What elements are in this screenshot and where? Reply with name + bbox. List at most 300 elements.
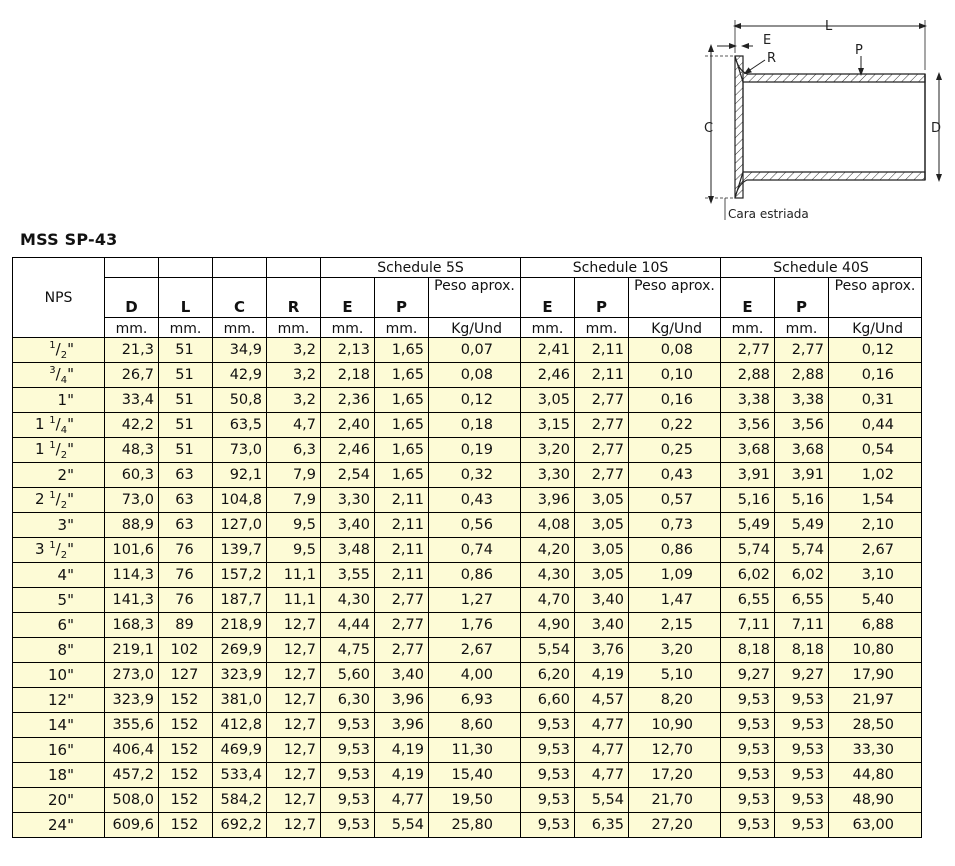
cell-weight-10s: 0,73 — [629, 513, 721, 538]
cell-d: 609,6 — [105, 813, 159, 838]
cell-p-5s: 1,65 — [375, 388, 429, 413]
header-symbol-e-5s: E — [321, 278, 375, 318]
header-unit-p-10s: mm. — [575, 318, 629, 338]
cell-weight-40s: 63,00 — [829, 813, 922, 838]
cell-c: 469,9 — [213, 738, 267, 763]
cell-e-5s: 2,36 — [321, 388, 375, 413]
cell-c: 92,1 — [213, 463, 267, 488]
cell-p-40s: 9,53 — [775, 688, 829, 713]
cell-p-40s: 7,11 — [775, 613, 829, 638]
label-L: L — [825, 19, 833, 34]
cell-weight-10s: 1,47 — [629, 588, 721, 613]
header-symbol-p-5s: P — [375, 278, 429, 318]
cell-e-10s: 4,90 — [521, 613, 575, 638]
header-unit-c: mm. — [213, 318, 267, 338]
cell-r: 12,7 — [267, 813, 321, 838]
cell-nps: 20" — [13, 788, 105, 813]
cell-e-10s: 3,20 — [521, 438, 575, 463]
header-unit-r: mm. — [267, 318, 321, 338]
cell-weight-5s: 11,30 — [429, 738, 521, 763]
cell-e-10s: 3,05 — [521, 388, 575, 413]
cell-e-40s: 7,11 — [721, 613, 775, 638]
cell-p-10s: 3,40 — [575, 588, 629, 613]
cell-l: 152 — [159, 688, 213, 713]
cell-nps: 2 $^1/_2$" — [13, 488, 105, 513]
cell-p-10s: 4,77 — [575, 713, 629, 738]
header-unit-e-5s: mm. — [321, 318, 375, 338]
table-row — [13, 563, 922, 588]
cell-p-10s: 2,11 — [575, 363, 629, 388]
cell-nps: 1" — [13, 388, 105, 413]
cell-e-10s: 4,08 — [521, 513, 575, 538]
label-D: D — [931, 121, 942, 136]
cell-l: 89 — [159, 613, 213, 638]
cell-nps: 3 $^1/_2$" — [13, 538, 105, 563]
cell-weight-5s: 4,00 — [429, 663, 521, 688]
cell-p-10s: 2,77 — [575, 463, 629, 488]
table-row — [13, 463, 922, 488]
cell-e-10s: 9,53 — [521, 713, 575, 738]
header-unit-l: mm. — [159, 318, 213, 338]
cell-e-5s: 9,53 — [321, 763, 375, 788]
cell-r: 9,5 — [267, 538, 321, 563]
cell-e-5s: 3,55 — [321, 563, 375, 588]
cell-e-5s: 3,48 — [321, 538, 375, 563]
cell-p-10s: 2,77 — [575, 413, 629, 438]
cell-weight-5s: 8,60 — [429, 713, 521, 738]
cell-d: 457,2 — [105, 763, 159, 788]
cell-d: 21,3 — [105, 338, 159, 363]
cell-c: 63,5 — [213, 413, 267, 438]
cell-weight-40s: 33,30 — [829, 738, 922, 763]
cell-nps: 16" — [13, 738, 105, 763]
cell-e-10s: 4,20 — [521, 538, 575, 563]
cell-r: 12,7 — [267, 688, 321, 713]
cell-p-40s: 9,53 — [775, 813, 829, 838]
table-row — [13, 638, 922, 663]
cell-p-10s: 2,77 — [575, 388, 629, 413]
header-symbol-p-40s: P — [775, 278, 829, 318]
cell-e-10s: 9,53 — [521, 813, 575, 838]
cell-r: 9,5 — [267, 513, 321, 538]
cell-nps: 8" — [13, 638, 105, 663]
cell-e-10s: 2,41 — [521, 338, 575, 363]
cell-d: 273,0 — [105, 663, 159, 688]
cell-p-10s: 5,54 — [575, 788, 629, 813]
cell-l: 51 — [159, 338, 213, 363]
cell-weight-10s: 1,09 — [629, 563, 721, 588]
cell-p-5s: 2,77 — [375, 588, 429, 613]
cell-weight-40s: 17,90 — [829, 663, 922, 688]
cell-weight-5s: 1,76 — [429, 613, 521, 638]
cell-e-40s: 9,27 — [721, 663, 775, 688]
cell-p-40s: 9,53 — [775, 713, 829, 738]
cell-c: 218,9 — [213, 613, 267, 638]
cell-p-40s: 6,02 — [775, 563, 829, 588]
cell-p-10s: 2,11 — [575, 338, 629, 363]
cell-p-5s: 2,77 — [375, 638, 429, 663]
cell-weight-10s: 3,20 — [629, 638, 721, 663]
table-row — [13, 413, 922, 438]
header-symbol-e-10s: E — [521, 278, 575, 318]
cell-weight-5s: 25,80 — [429, 813, 521, 838]
cell-l: 51 — [159, 413, 213, 438]
cell-e-5s: 3,40 — [321, 513, 375, 538]
cell-weight-5s: 19,50 — [429, 788, 521, 813]
cell-d: 26,7 — [105, 363, 159, 388]
cell-p-10s: 4,77 — [575, 763, 629, 788]
cell-l: 63 — [159, 513, 213, 538]
cell-p-40s: 9,53 — [775, 738, 829, 763]
cell-weight-40s: 10,80 — [829, 638, 922, 663]
header-nps: NPS — [13, 258, 105, 338]
header-unit-kg-5s: Kg/Und — [429, 318, 521, 338]
header-unit-kg-40s: Kg/Und — [829, 318, 922, 338]
cell-weight-10s: 27,20 — [629, 813, 721, 838]
cell-weight-40s: 44,80 — [829, 763, 922, 788]
table-row — [13, 488, 922, 513]
cell-r: 4,7 — [267, 413, 321, 438]
cell-l: 51 — [159, 388, 213, 413]
cell-e-10s: 4,70 — [521, 588, 575, 613]
cell-e-5s: 4,44 — [321, 613, 375, 638]
cell-nps: 2" — [13, 463, 105, 488]
cell-nps: 1 $^1/_2$" — [13, 438, 105, 463]
cell-weight-5s: 0,43 — [429, 488, 521, 513]
cell-p-5s: 2,11 — [375, 488, 429, 513]
header-symbol-p-10s: P — [575, 278, 629, 318]
cell-p-5s: 1,65 — [375, 363, 429, 388]
header-symbol-c: C — [213, 278, 267, 318]
cell-e-10s: 6,20 — [521, 663, 575, 688]
label-E: E — [763, 33, 772, 48]
header-unit-kg-10s: Kg/Und — [629, 318, 721, 338]
label-P: P — [855, 43, 863, 58]
cell-e-40s: 9,53 — [721, 788, 775, 813]
cell-e-40s: 2,88 — [721, 363, 775, 388]
cell-c: 381,0 — [213, 688, 267, 713]
cell-c: 50,8 — [213, 388, 267, 413]
table-row — [13, 388, 922, 413]
table-row — [13, 513, 922, 538]
cell-weight-5s: 6,93 — [429, 688, 521, 713]
cell-c: 104,8 — [213, 488, 267, 513]
cell-weight-40s: 1,02 — [829, 463, 922, 488]
cell-c: 157,2 — [213, 563, 267, 588]
cell-e-10s: 3,30 — [521, 463, 575, 488]
cell-weight-40s: 5,40 — [829, 588, 922, 613]
cell-r: 12,7 — [267, 763, 321, 788]
cell-weight-5s: 1,27 — [429, 588, 521, 613]
header-unit-p-40s: mm. — [775, 318, 829, 338]
cell-d: 60,3 — [105, 463, 159, 488]
cell-weight-40s: 2,10 — [829, 513, 922, 538]
cell-weight-5s: 0,18 — [429, 413, 521, 438]
cell-e-10s: 9,53 — [521, 788, 575, 813]
top-wall — [735, 56, 925, 82]
cell-weight-10s: 0,57 — [629, 488, 721, 513]
cell-c: 412,8 — [213, 713, 267, 738]
cell-weight-5s: 0,86 — [429, 563, 521, 588]
cell-d: 88,9 — [105, 513, 159, 538]
cell-e-40s: 2,77 — [721, 338, 775, 363]
dimensions-table — [12, 257, 922, 838]
cell-c: 73,0 — [213, 438, 267, 463]
cell-r: 3,2 — [267, 388, 321, 413]
cell-e-10s: 9,53 — [521, 738, 575, 763]
cell-p-40s: 5,74 — [775, 538, 829, 563]
cell-e-5s: 2,13 — [321, 338, 375, 363]
cell-weight-10s: 21,70 — [629, 788, 721, 813]
header-symbol-r: R — [267, 278, 321, 318]
cell-r: 12,7 — [267, 638, 321, 663]
cell-e-10s: 3,96 — [521, 488, 575, 513]
cell-e-40s: 5,16 — [721, 488, 775, 513]
cell-e-10s: 2,46 — [521, 363, 575, 388]
cell-e-5s: 5,60 — [321, 663, 375, 688]
cell-e-10s: 4,30 — [521, 563, 575, 588]
cell-e-40s: 3,38 — [721, 388, 775, 413]
cell-l: 76 — [159, 588, 213, 613]
cell-l: 102 — [159, 638, 213, 663]
table-row — [13, 663, 922, 688]
cell-c: 269,9 — [213, 638, 267, 663]
cell-weight-5s: 0,08 — [429, 363, 521, 388]
cell-e-40s: 3,68 — [721, 438, 775, 463]
cell-e-40s: 9,53 — [721, 813, 775, 838]
table-row — [13, 363, 922, 388]
cell-p-40s: 2,88 — [775, 363, 829, 388]
header-peso-40s: Peso aprox. — [829, 278, 922, 318]
cell-d: 114,3 — [105, 563, 159, 588]
cell-p-10s: 6,35 — [575, 813, 629, 838]
cell-e-40s: 6,55 — [721, 588, 775, 613]
cell-c: 139,7 — [213, 538, 267, 563]
table-row — [13, 538, 922, 563]
cell-d: 219,1 — [105, 638, 159, 663]
cell-e-5s: 2,18 — [321, 363, 375, 388]
cell-c: 692,2 — [213, 813, 267, 838]
cell-c: 187,7 — [213, 588, 267, 613]
cell-p-5s: 4,19 — [375, 738, 429, 763]
table-row — [13, 738, 922, 763]
cell-r: 12,7 — [267, 788, 321, 813]
cell-p-40s: 3,68 — [775, 438, 829, 463]
cell-p-40s: 9,53 — [775, 763, 829, 788]
cell-e-40s: 9,53 — [721, 713, 775, 738]
stub-end-drawing — [695, 8, 955, 228]
header-unit-d: mm. — [105, 318, 159, 338]
header-schedule-5s: Schedule 5S — [321, 258, 521, 278]
flange-face — [735, 56, 743, 198]
table-row — [13, 713, 922, 738]
cell-p-10s: 3,05 — [575, 513, 629, 538]
cell-e-40s: 3,56 — [721, 413, 775, 438]
cell-weight-10s: 10,90 — [629, 713, 721, 738]
cell-weight-40s: 0,31 — [829, 388, 922, 413]
cell-l: 76 — [159, 563, 213, 588]
cell-r: 7,9 — [267, 463, 321, 488]
cell-p-40s: 2,77 — [775, 338, 829, 363]
cell-p-10s: 3,05 — [575, 488, 629, 513]
cell-p-5s: 2,11 — [375, 513, 429, 538]
cell-nps: $^3/_4$" — [13, 363, 105, 388]
cell-e-5s: 3,30 — [321, 488, 375, 513]
cell-d: 101,6 — [105, 538, 159, 563]
cell-e-40s: 6,02 — [721, 563, 775, 588]
cell-l: 51 — [159, 438, 213, 463]
cell-nps: $^1/_2$" — [13, 338, 105, 363]
cell-weight-40s: 3,10 — [829, 563, 922, 588]
header-unit-p-5s: mm. — [375, 318, 429, 338]
cell-r: 3,2 — [267, 363, 321, 388]
cell-weight-10s: 0,43 — [629, 463, 721, 488]
table-row — [13, 613, 922, 638]
cell-p-10s: 4,19 — [575, 663, 629, 688]
cell-p-10s: 3,76 — [575, 638, 629, 663]
cell-weight-10s: 0,22 — [629, 413, 721, 438]
cell-weight-10s: 0,25 — [629, 438, 721, 463]
cell-p-10s: 4,77 — [575, 738, 629, 763]
cell-r: 11,1 — [267, 563, 321, 588]
header-symbol-l: L — [159, 278, 213, 318]
cell-r: 12,7 — [267, 713, 321, 738]
cell-weight-10s: 0,16 — [629, 388, 721, 413]
cell-e-5s: 6,30 — [321, 688, 375, 713]
cell-c: 42,9 — [213, 363, 267, 388]
table-row — [13, 438, 922, 463]
cell-p-5s: 2,11 — [375, 563, 429, 588]
cell-e-10s: 3,15 — [521, 413, 575, 438]
cell-c: 533,4 — [213, 763, 267, 788]
cell-d: 323,9 — [105, 688, 159, 713]
cell-weight-40s: 48,90 — [829, 788, 922, 813]
cell-l: 76 — [159, 538, 213, 563]
cell-r: 3,2 — [267, 338, 321, 363]
cell-r: 12,7 — [267, 738, 321, 763]
table-row — [13, 688, 922, 713]
cell-weight-5s: 0,74 — [429, 538, 521, 563]
cell-c: 34,9 — [213, 338, 267, 363]
cell-c: 127,0 — [213, 513, 267, 538]
table-row — [13, 813, 922, 838]
cell-p-40s: 5,16 — [775, 488, 829, 513]
header-symbol-e-40s: E — [721, 278, 775, 318]
cell-weight-40s: 2,67 — [829, 538, 922, 563]
cell-p-10s: 3,05 — [575, 563, 629, 588]
cell-weight-5s: 15,40 — [429, 763, 521, 788]
cell-p-40s: 8,18 — [775, 638, 829, 663]
cell-d: 141,3 — [105, 588, 159, 613]
cell-r: 12,7 — [267, 613, 321, 638]
cell-p-5s: 1,65 — [375, 438, 429, 463]
cell-c: 323,9 — [213, 663, 267, 688]
cell-l: 152 — [159, 713, 213, 738]
cell-r: 6,3 — [267, 438, 321, 463]
cell-l: 152 — [159, 763, 213, 788]
cell-p-5s: 1,65 — [375, 338, 429, 363]
cell-p-40s: 3,56 — [775, 413, 829, 438]
cell-e-5s: 2,54 — [321, 463, 375, 488]
cell-e-40s: 9,53 — [721, 763, 775, 788]
cell-p-5s: 3,40 — [375, 663, 429, 688]
header-unit-e-10s: mm. — [521, 318, 575, 338]
cell-c: 584,2 — [213, 788, 267, 813]
cell-l: 51 — [159, 363, 213, 388]
cell-weight-40s: 1,54 — [829, 488, 922, 513]
cell-p-5s: 4,19 — [375, 763, 429, 788]
cell-weight-40s: 21,97 — [829, 688, 922, 713]
cell-d: 33,4 — [105, 388, 159, 413]
cell-p-40s: 3,38 — [775, 388, 829, 413]
cell-weight-40s: 0,54 — [829, 438, 922, 463]
cell-e-5s: 9,53 — [321, 713, 375, 738]
cell-nps: 18" — [13, 763, 105, 788]
cell-weight-40s: 28,50 — [829, 713, 922, 738]
cell-d: 508,0 — [105, 788, 159, 813]
header-schedule-10s: Schedule 10S — [521, 258, 721, 278]
cell-d: 73,0 — [105, 488, 159, 513]
cell-p-5s: 1,65 — [375, 463, 429, 488]
page-title: MSS SP-43 — [20, 230, 118, 249]
cell-weight-10s: 0,08 — [629, 338, 721, 363]
cell-l: 63 — [159, 488, 213, 513]
cell-nps: 1 $^1/_4$" — [13, 413, 105, 438]
cell-nps: 10" — [13, 663, 105, 688]
cell-p-5s: 3,96 — [375, 713, 429, 738]
cell-weight-10s: 8,20 — [629, 688, 721, 713]
cell-e-40s: 3,91 — [721, 463, 775, 488]
cell-e-40s: 9,53 — [721, 688, 775, 713]
cell-p-10s: 2,77 — [575, 438, 629, 463]
label-R: R — [767, 51, 777, 66]
cell-weight-5s: 0,12 — [429, 388, 521, 413]
cell-weight-40s: 0,44 — [829, 413, 922, 438]
cell-weight-40s: 6,88 — [829, 613, 922, 638]
header-schedule-40s: Schedule 40S — [721, 258, 922, 278]
cell-p-40s: 9,53 — [775, 788, 829, 813]
label-face: Cara estriada — [728, 207, 809, 221]
cell-nps: 6" — [13, 613, 105, 638]
cell-p-5s: 2,77 — [375, 613, 429, 638]
cell-p-5s: 1,65 — [375, 413, 429, 438]
header-peso-5s: Peso aprox. — [429, 278, 521, 318]
cell-l: 152 — [159, 738, 213, 763]
table-row — [13, 338, 922, 363]
cell-e-10s: 5,54 — [521, 638, 575, 663]
label-C: C — [704, 121, 714, 136]
cell-p-10s: 3,40 — [575, 613, 629, 638]
cell-p-10s: 3,05 — [575, 538, 629, 563]
cell-p-40s: 9,27 — [775, 663, 829, 688]
cell-e-5s: 4,30 — [321, 588, 375, 613]
cell-e-5s: 4,75 — [321, 638, 375, 663]
cell-weight-5s: 0,32 — [429, 463, 521, 488]
cell-nps: 4" — [13, 563, 105, 588]
cell-l: 152 — [159, 813, 213, 838]
cell-p-5s: 5,54 — [375, 813, 429, 838]
cell-e-5s: 2,40 — [321, 413, 375, 438]
cell-e-40s: 5,49 — [721, 513, 775, 538]
cell-weight-5s: 0,07 — [429, 338, 521, 363]
cell-weight-10s: 17,20 — [629, 763, 721, 788]
cell-p-5s: 2,11 — [375, 538, 429, 563]
cell-weight-5s: 2,67 — [429, 638, 521, 663]
cell-p-5s: 4,77 — [375, 788, 429, 813]
cell-p-40s: 3,91 — [775, 463, 829, 488]
header-unit-e-40s: mm. — [721, 318, 775, 338]
cell-nps: 5" — [13, 588, 105, 613]
